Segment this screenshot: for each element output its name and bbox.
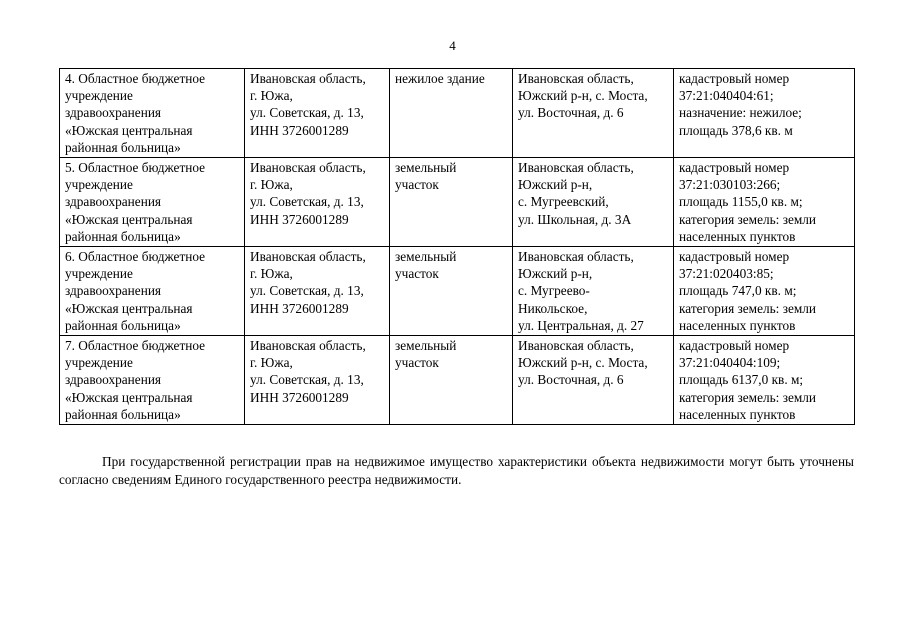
cell-object-type: нежилое здание <box>390 69 513 158</box>
cell-object-address: Ивановская область, Южский р-н, с. Моста, ул. Восточная, д. 6 <box>513 69 674 158</box>
property-table <box>59 68 855 425</box>
table-row <box>60 158 855 247</box>
cell-holder-address: Ивановская область, г. Южа, ул. Советская, д. 13, ИНН 3726001289 <box>245 69 390 158</box>
table-row <box>60 69 855 158</box>
cell-holder-address: Ивановская область, г. Южа, ул. Советская, д. 13, ИНН 3726001289 <box>245 158 390 247</box>
cell-object-address: Ивановская область, Южский р-н, с. Мугреевский, ул. Школьная, д. 3А <box>513 158 674 247</box>
cell-holder-address: Ивановская область, г. Южа, ул. Советская, д. 13, ИНН 3726001289 <box>245 247 390 336</box>
cell-holder: 5. Областное бюджетное учреждение здравоохранения «Южская центральная районная больница» <box>60 158 245 247</box>
cell-characteristics: кадастровый номер 37:21:040404:109; площадь 6137,0 кв. м; категория земель: земли населенных пунктов <box>674 336 855 425</box>
cell-object-type: земельный участок <box>390 247 513 336</box>
cell-characteristics: кадастровый номер 37:21:030103:266; площадь 1155,0 кв. м; категория земель: земли населенных пунктов <box>674 158 855 247</box>
table-row <box>60 336 855 425</box>
cell-characteristics: кадастровый номер 37:21:040404:61; назначение: нежилое; площадь 378,6 кв. м <box>674 69 855 158</box>
cell-object-type: земельный участок <box>390 336 513 425</box>
cell-holder: 4. Областное бюджетное учреждение здравоохранения «Южская центральная районная больница» <box>60 69 245 158</box>
cell-characteristics: кадастровый номер 37:21:020403:85; площадь 747,0 кв. м; категория земель: земли населенных пунктов <box>674 247 855 336</box>
cell-object-address: Ивановская область, Южский р-н, с. Моста, ул. Восточная, д. 6 <box>513 336 674 425</box>
cell-holder: 7. Областное бюджетное учреждение здравоохранения «Южская центральная районная больница» <box>60 336 245 425</box>
table-row <box>60 247 855 336</box>
cell-holder: 6. Областное бюджетное учреждение здравоохранения «Южская центральная районная больница» <box>60 247 245 336</box>
cell-holder-address: Ивановская область, г. Южа, ул. Советская, д. 13, ИНН 3726001289 <box>245 336 390 425</box>
registration-note: При государственной регистрации прав на недвижимое имущество характеристики объекта недвижимости могут быть уточнены согласно сведениям Единого государственного реестра недвижимости. <box>59 454 854 488</box>
cell-object-address: Ивановская область, Южский р-н, с. Мугреево- Никольское, ул. Центральная, д. 27 <box>513 247 674 336</box>
page-number: 4 <box>449 38 456 53</box>
cell-object-type: земельный участок <box>390 158 513 247</box>
